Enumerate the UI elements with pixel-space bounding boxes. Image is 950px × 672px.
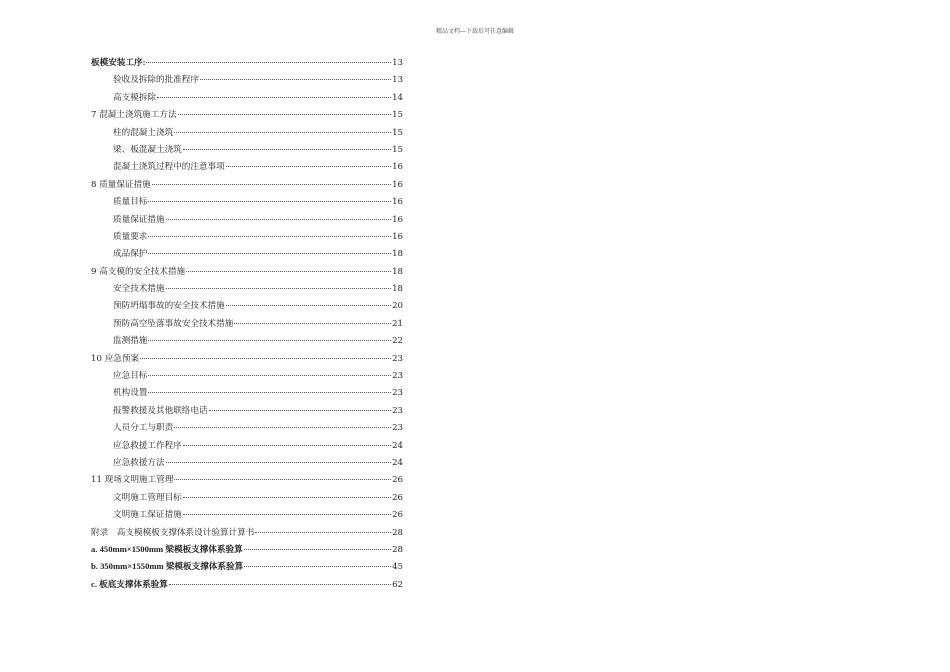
toc-entry-title: 质量保证措施 <box>113 214 165 225</box>
toc-entry[interactable] <box>91 439 403 456</box>
page-header: 精品文档---下载后可任意编辑 <box>435 28 515 35</box>
toc-entry[interactable] <box>91 352 403 369</box>
toc-entry-page: 22 <box>392 336 403 347</box>
toc-entry-page: 45 <box>392 562 403 573</box>
toc-entry[interactable] <box>91 317 403 334</box>
dot-leader <box>148 236 391 237</box>
toc-entry-page: 21 <box>392 318 403 329</box>
toc-entry-page: 15 <box>392 144 403 155</box>
toc-entry-page: 13 <box>392 58 403 68</box>
toc-entry[interactable] <box>91 508 403 525</box>
toc-entry-page: 16 <box>392 179 403 190</box>
dot-leader <box>148 340 391 341</box>
toc-entry-title: 8 质量保证措施 <box>91 179 151 190</box>
toc-entry[interactable] <box>91 213 403 230</box>
toc-entry-page: 28 <box>392 544 403 555</box>
toc-entry[interactable] <box>91 334 403 351</box>
toc-entry-page: 16 <box>392 197 403 208</box>
dot-leader <box>226 305 391 306</box>
toc-entry-title: 预防坍塌事故的安全技术措施 <box>113 301 225 312</box>
toc-entry-page: 23 <box>392 353 403 364</box>
toc-entry-page: 16 <box>392 231 403 242</box>
dot-leader <box>174 132 391 133</box>
dot-leader <box>169 584 391 585</box>
toc-entry[interactable] <box>91 543 403 560</box>
dot-leader <box>148 392 391 393</box>
toc-entry-title: 应急救援工作程序 <box>113 440 182 451</box>
toc-entry[interactable] <box>91 473 403 490</box>
toc-entry-title: 7 混凝土浇筑施工方法 <box>91 110 177 121</box>
toc-entry[interactable] <box>91 421 403 438</box>
dot-leader <box>183 149 391 150</box>
toc-entry-page: 20 <box>392 301 403 312</box>
toc-entry[interactable] <box>91 491 403 508</box>
toc-entry[interactable] <box>91 230 403 247</box>
toc-entry-title: 应急目标 <box>113 371 148 382</box>
toc-entry-title: c. 板底支撑体系验算 <box>91 578 168 589</box>
dot-leader <box>166 219 391 220</box>
toc-entry-title: 混凝土浇筑过程中的注意事项 <box>113 162 225 173</box>
toc-entry-title: 成品保护 <box>113 249 148 260</box>
toc-entry[interactable] <box>91 178 403 195</box>
toc-entry[interactable] <box>91 91 403 108</box>
toc-entry[interactable] <box>91 282 403 299</box>
toc-entry-page: 15 <box>392 110 403 121</box>
toc-entry-title: 质量要求 <box>113 231 148 242</box>
toc-entry-page: 16 <box>392 162 403 173</box>
toc-entry-page: 18 <box>392 249 403 260</box>
dot-leader <box>183 445 391 446</box>
dot-leader <box>148 253 391 254</box>
dot-leader <box>148 375 391 376</box>
toc-entry-title: 文明施工管理目标 <box>113 492 182 503</box>
toc-entry[interactable] <box>91 56 403 73</box>
dot-leader <box>166 288 391 289</box>
toc-entry-title: 梁、板混凝土浇筑 <box>113 144 182 155</box>
toc-entry-page: 23 <box>392 371 403 382</box>
toc-entry-title: 验收及拆除的批准程序 <box>113 75 199 86</box>
table-of-contents <box>91 56 403 595</box>
toc-entry-page: 15 <box>392 127 403 138</box>
toc-entry[interactable] <box>91 526 403 543</box>
toc-entry-page: 26 <box>392 475 403 486</box>
dot-leader <box>178 114 392 115</box>
toc-entry-page: 24 <box>392 457 403 468</box>
toc-entry-title: 质量目标 <box>113 197 148 208</box>
toc-entry-title: 预防高空坠落事故安全技术措施 <box>113 318 234 329</box>
toc-entry-page: 14 <box>392 92 403 103</box>
toc-entry[interactable] <box>91 578 403 595</box>
dot-leader <box>148 201 391 202</box>
toc-entry-title: 10 应急预案 <box>91 353 140 364</box>
toc-entry-page: 18 <box>392 266 403 277</box>
toc-entry[interactable] <box>91 404 403 421</box>
dot-leader <box>174 479 391 480</box>
toc-entry[interactable] <box>91 73 403 90</box>
toc-entry[interactable] <box>91 386 403 403</box>
toc-entry[interactable] <box>91 108 403 125</box>
toc-entry[interactable] <box>91 143 403 160</box>
toc-entry-page: 26 <box>392 492 403 503</box>
toc-entry[interactable] <box>91 160 403 177</box>
toc-entry-title: 柱的混凝土浇筑 <box>113 127 174 138</box>
toc-entry[interactable] <box>91 456 403 473</box>
dot-leader <box>200 79 391 80</box>
dot-leader <box>209 410 392 411</box>
toc-entry-title: 人员分工与职责 <box>113 423 174 434</box>
toc-entry-title: 文明施工保证措施 <box>113 510 182 521</box>
dot-leader <box>234 323 391 324</box>
toc-entry-page: 13 <box>392 75 403 86</box>
toc-entry[interactable] <box>91 265 403 282</box>
toc-entry[interactable] <box>91 369 403 386</box>
toc-entry[interactable] <box>91 247 403 264</box>
dot-leader <box>244 566 391 567</box>
dot-leader <box>157 97 391 98</box>
dot-leader <box>186 271 391 272</box>
toc-entry[interactable] <box>91 299 403 316</box>
toc-entry-title: 附录 高支模模板支撑体系设计验算计算书 <box>91 527 255 538</box>
dot-leader <box>146 62 391 63</box>
toc-entry-page: 62 <box>392 579 403 590</box>
toc-entry[interactable] <box>91 126 403 143</box>
toc-entry-page: 16 <box>392 214 403 225</box>
dot-leader <box>152 184 391 185</box>
dot-leader <box>183 497 391 498</box>
dot-leader <box>244 549 391 550</box>
toc-entry-page: 28 <box>392 527 403 538</box>
dot-leader <box>183 514 391 515</box>
toc-entry-page: 26 <box>392 510 403 521</box>
dot-leader <box>226 166 391 167</box>
toc-entry-title: 应急救援方法 <box>113 457 165 468</box>
toc-entry-title: 9 高支模的安全技术措施 <box>91 266 186 277</box>
toc-entry[interactable] <box>91 560 403 577</box>
toc-entry-page: 23 <box>392 423 403 434</box>
toc-entry-title: 高支模拆除 <box>113 92 156 103</box>
toc-entry-title: a. 450mm×1500mm 梁模板支撑体系验算 <box>91 543 243 554</box>
toc-entry-page: 23 <box>392 388 403 399</box>
toc-entry-title: 报警救援及其他联络电话 <box>113 405 208 416</box>
toc-entry-page: 23 <box>392 405 403 416</box>
toc-entry-page: 24 <box>392 440 403 451</box>
toc-entry-title: 监测措施 <box>113 336 148 347</box>
dot-leader <box>255 532 391 533</box>
toc-entry-page: 18 <box>392 284 403 295</box>
toc-entry-title: 11 现场文明施工管理 <box>91 475 174 486</box>
toc-entry[interactable] <box>91 195 403 212</box>
dot-leader <box>140 358 391 359</box>
toc-entry-title: 机构设置 <box>113 388 148 399</box>
toc-entry-title: b. 350mm×1550mm 梁模板支撑体系验算 <box>91 561 244 572</box>
dot-leader <box>174 427 391 428</box>
toc-entry-title: 板模安装工序: <box>91 57 146 67</box>
toc-entry-title: 安全技术措施 <box>113 284 165 295</box>
dot-leader <box>166 462 391 463</box>
